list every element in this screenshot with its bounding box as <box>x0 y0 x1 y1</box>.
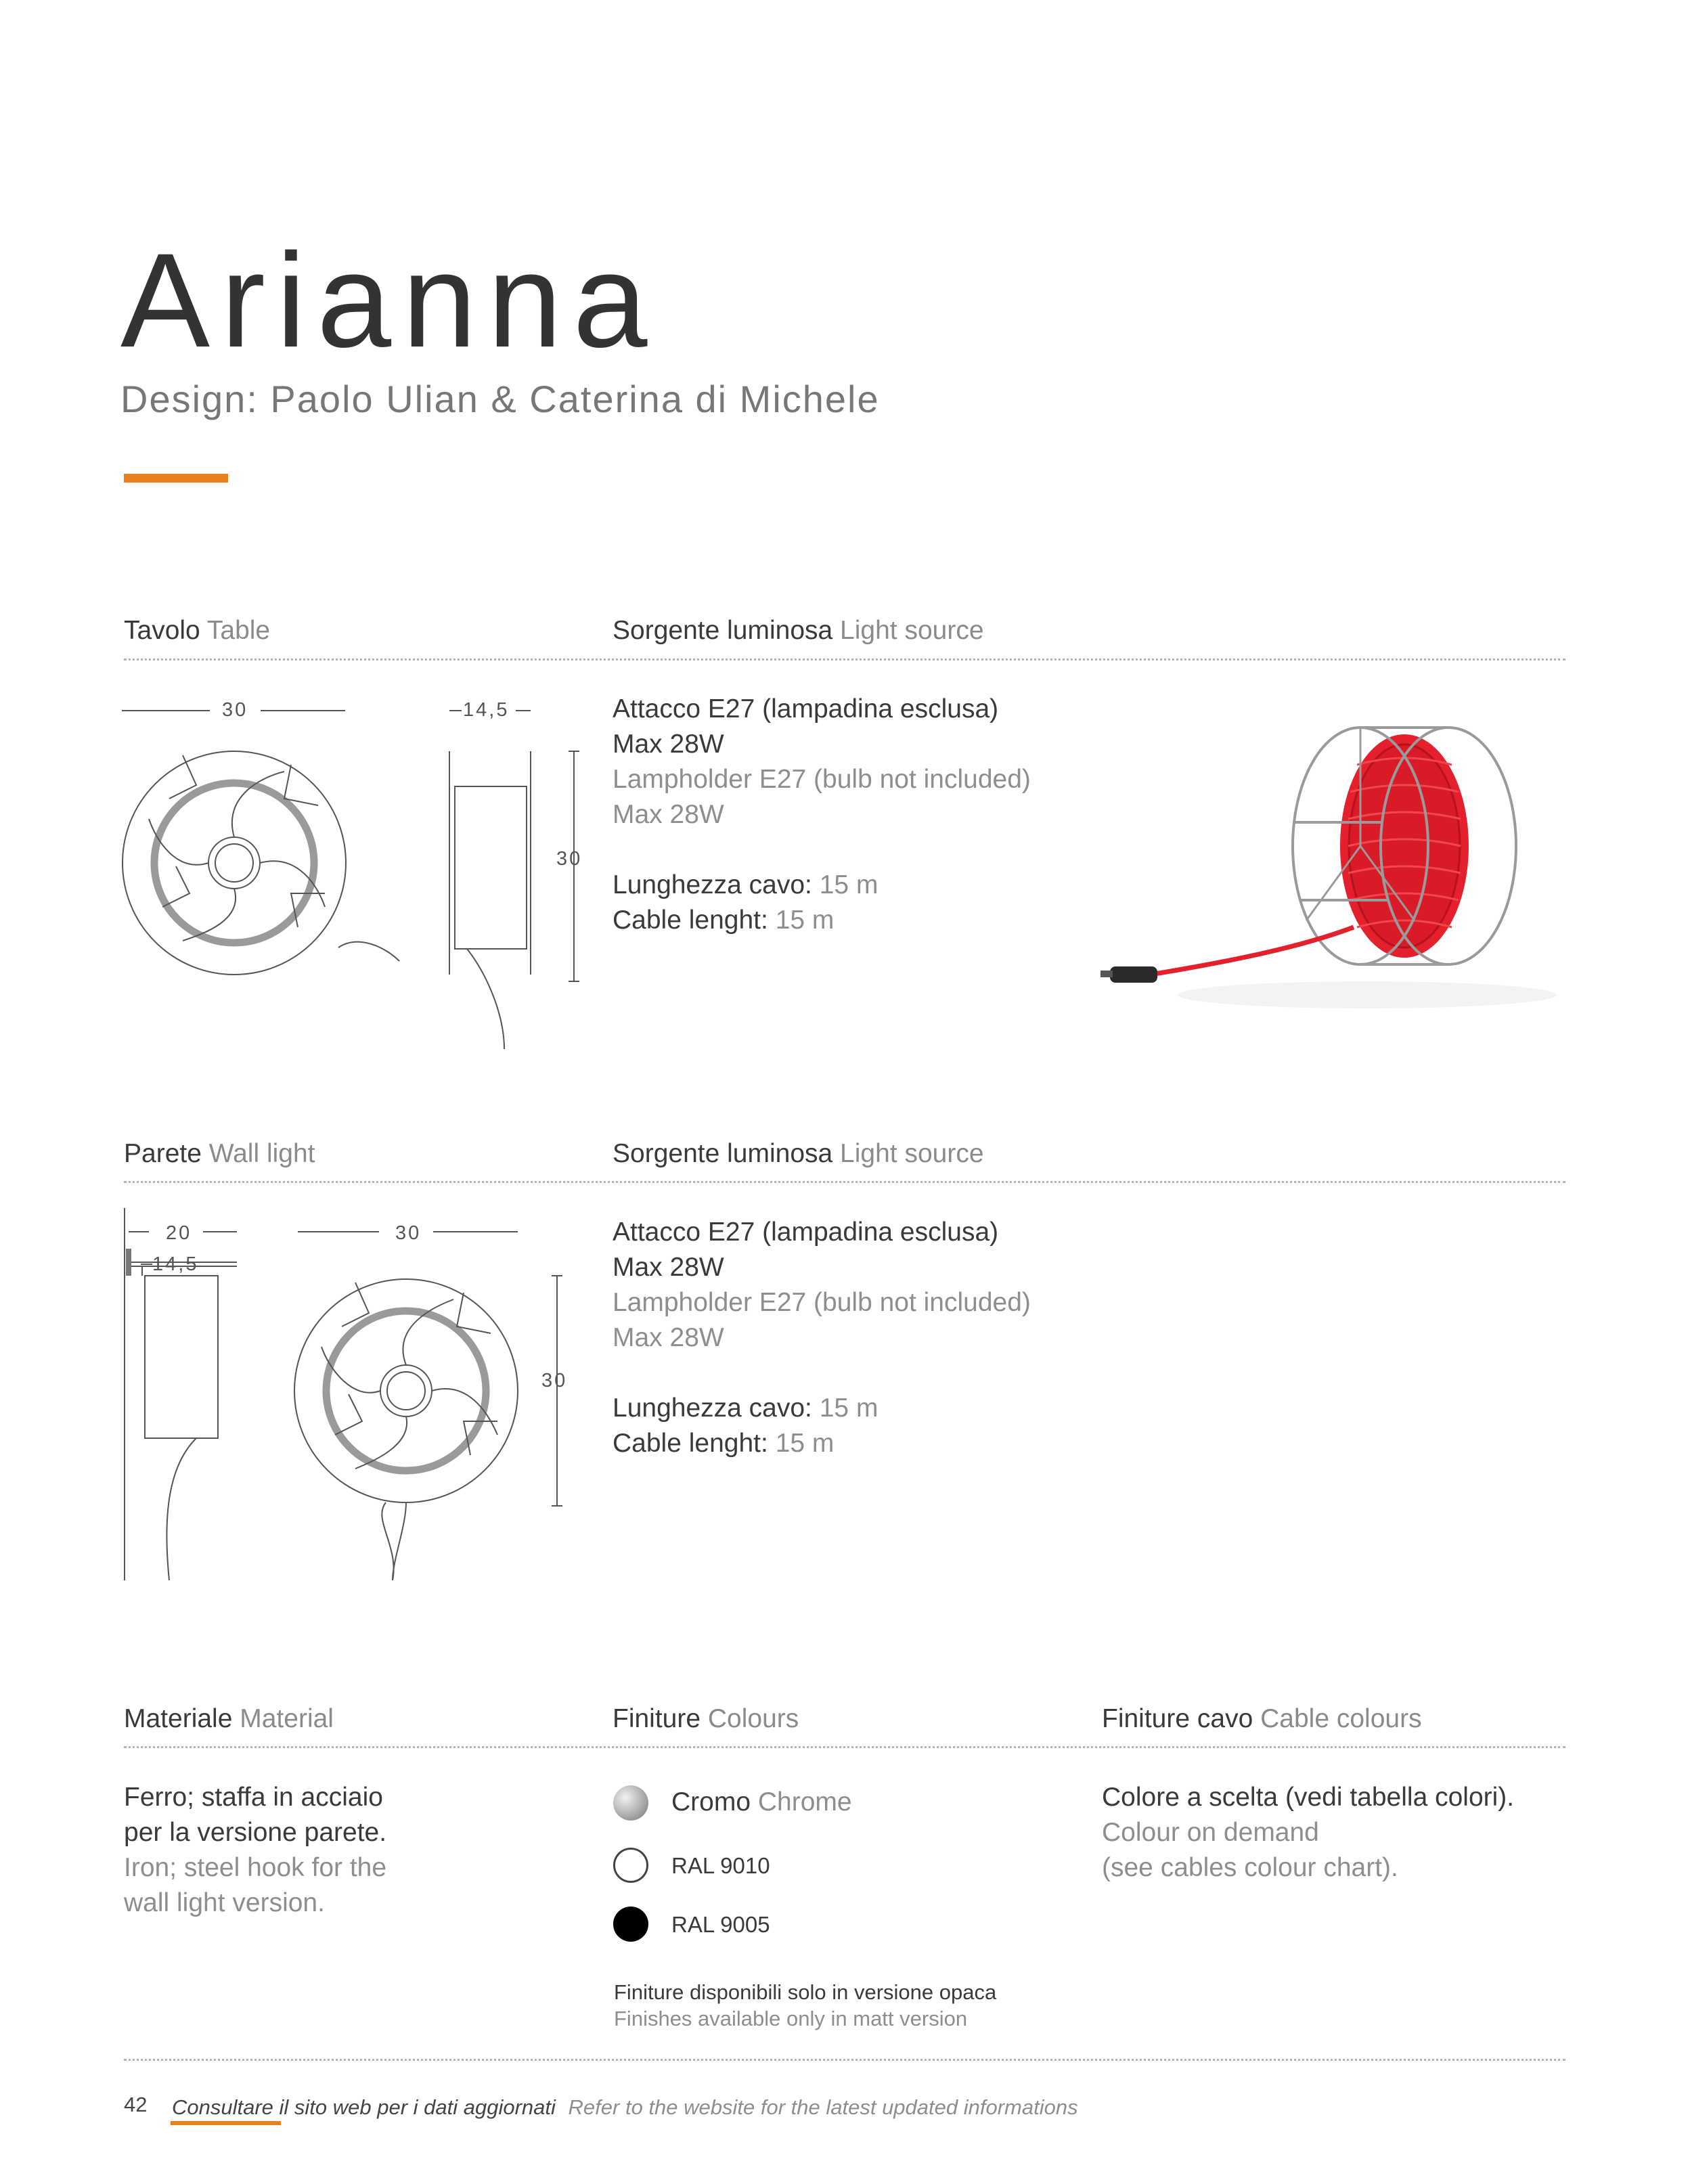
section-divider-line <box>124 1181 1565 1183</box>
material-heading-en: Material <box>240 1704 334 1733</box>
cable-colours-heading-en: Cable colours <box>1260 1704 1422 1733</box>
cable-length-en-value: 15 m <box>775 1429 835 1458</box>
finishes-heading-it: Finiture <box>613 1704 701 1733</box>
max-watt-en: Max 28W <box>613 1323 724 1352</box>
wall-heading-en: Wall light <box>208 1139 315 1168</box>
finish-ral-9005-label: RAL 9005 <box>671 1912 770 1937</box>
table-light-source-heading <box>613 617 984 644</box>
light-source-heading-it: Sorgente luminosa <box>613 616 833 645</box>
max-watt-it: Max 28W <box>613 730 724 759</box>
wall-heading <box>124 1140 315 1167</box>
cable-colours-en-line-2: (see cables colour chart). <box>1102 1853 1398 1882</box>
material-it-line-2: per la versione parete. <box>124 1818 387 1847</box>
product-title: Arianna <box>120 225 659 375</box>
table-heading-en: Table <box>206 616 271 645</box>
table-heading-it: Tavolo <box>124 616 200 645</box>
wall-front-drawing <box>291 1208 575 1587</box>
cable-colours-en-line-1: Colour on demand <box>1102 1818 1319 1847</box>
finishes-note-en: Finishes available only in matt version <box>614 2007 968 2030</box>
material-heading-it: Materiale <box>124 1704 233 1733</box>
cable-colours-it: Colore a scelta (vedi tabella colori). <box>1102 1783 1515 1812</box>
wall-heading-it: Parete <box>124 1139 202 1168</box>
material-en-line-2: wall light version. <box>124 1888 325 1917</box>
section-divider <box>124 659 1565 661</box>
table-heading <box>124 617 270 644</box>
wall-diameter-dim: 30 <box>395 1222 422 1244</box>
finishes-heading-en: Colours <box>707 1704 799 1733</box>
cable-length-en-label: Cable lenght: <box>613 1429 768 1458</box>
finish-chrome-label <box>671 1787 852 1817</box>
cable-length-it-label: Lunghezza cavo: <box>613 870 812 899</box>
chrome-swatch <box>613 1785 648 1821</box>
light-source-heading-en: Light source <box>840 616 984 645</box>
material-it-line-1: Ferro; staffa in acciaio <box>124 1783 383 1812</box>
lampholder-en: Lampholder E27 (bulb not included) <box>613 1288 1031 1317</box>
product-photo <box>1096 704 1570 1015</box>
finishes-note <box>614 1979 996 2032</box>
wall-light-source-heading-en: Light source <box>840 1139 984 1168</box>
cable-length-en-label: Cable lenght: <box>613 906 768 935</box>
table-side-drawing <box>440 690 575 1063</box>
table-depth-dim: 14,5 <box>463 699 510 721</box>
cable-colours-text <box>1102 1780 1514 1886</box>
ral-9005-swatch <box>613 1907 648 1942</box>
table-front-drawing <box>122 690 406 934</box>
finishes-heading <box>613 1706 799 1732</box>
cable-length-it-value: 15 m <box>819 1394 879 1423</box>
material-en-line-1: Iron; steel hook for the <box>124 1853 387 1882</box>
material-text <box>124 1780 386 1921</box>
lampholder-it: Attacco E27 (lampadina esclusa) <box>613 1218 999 1247</box>
table-diameter-dim: 30 <box>222 699 248 721</box>
cable-length-en-value: 15 m <box>775 906 835 935</box>
accent-bar <box>124 474 228 483</box>
max-watt-en: Max 28W <box>613 800 724 829</box>
material-heading <box>124 1706 334 1732</box>
cable-length-en <box>613 1426 1031 1461</box>
section-divider <box>124 1746 1565 1748</box>
table-light-source-text <box>613 692 1031 938</box>
footer-accent-bar <box>171 2121 281 2125</box>
designer-credit: Design: Paolo Ulian & Caterina di Michele <box>120 378 880 420</box>
finishes-note-it: Finiture disponibili solo in versione opaca <box>614 1980 997 2004</box>
wall-height-dim: 30 <box>541 1370 568 1391</box>
cable-colours-heading <box>1102 1706 1422 1732</box>
cable-length-it <box>613 1391 1031 1426</box>
cable-length-it-value: 15 m <box>819 870 879 899</box>
table-height-dim: 30 <box>556 848 583 870</box>
wall-light-source-text <box>613 1215 1031 1461</box>
wall-projection-dim: 20 <box>166 1222 192 1244</box>
ral-9010-swatch <box>613 1848 648 1883</box>
footer-divider <box>124 2059 1565 2061</box>
page-number: 42 <box>124 2093 148 2116</box>
cable-colours-heading-it: Finiture cavo <box>1102 1704 1253 1733</box>
lampholder-en: Lampholder E27 (bulb not included) <box>613 765 1031 794</box>
footer-note-it: Consultare il sito web per i dati aggiornati <box>172 2095 556 2119</box>
max-watt-it: Max 28W <box>613 1253 724 1282</box>
cable-length-it-label: Lunghezza cavo: <box>613 1394 812 1423</box>
finish-ral-9010-label: RAL 9010 <box>671 1853 770 1878</box>
footer-note <box>172 2095 1078 2120</box>
finish-chrome-it: Cromo <box>671 1787 751 1817</box>
wall-depth-dim: 14,5 <box>152 1253 199 1275</box>
finish-chrome-en: Chrome <box>757 1787 852 1817</box>
cable-length-it <box>613 868 1031 903</box>
wall-light-source-heading-it: Sorgente luminosa <box>613 1139 833 1168</box>
wall-light-source-heading <box>613 1140 984 1167</box>
lampholder-it: Attacco E27 (lampadina esclusa) <box>613 694 999 723</box>
footer-note-en: Refer to the website for the latest updated informations <box>568 2095 1078 2119</box>
cable-length-en <box>613 903 1031 938</box>
